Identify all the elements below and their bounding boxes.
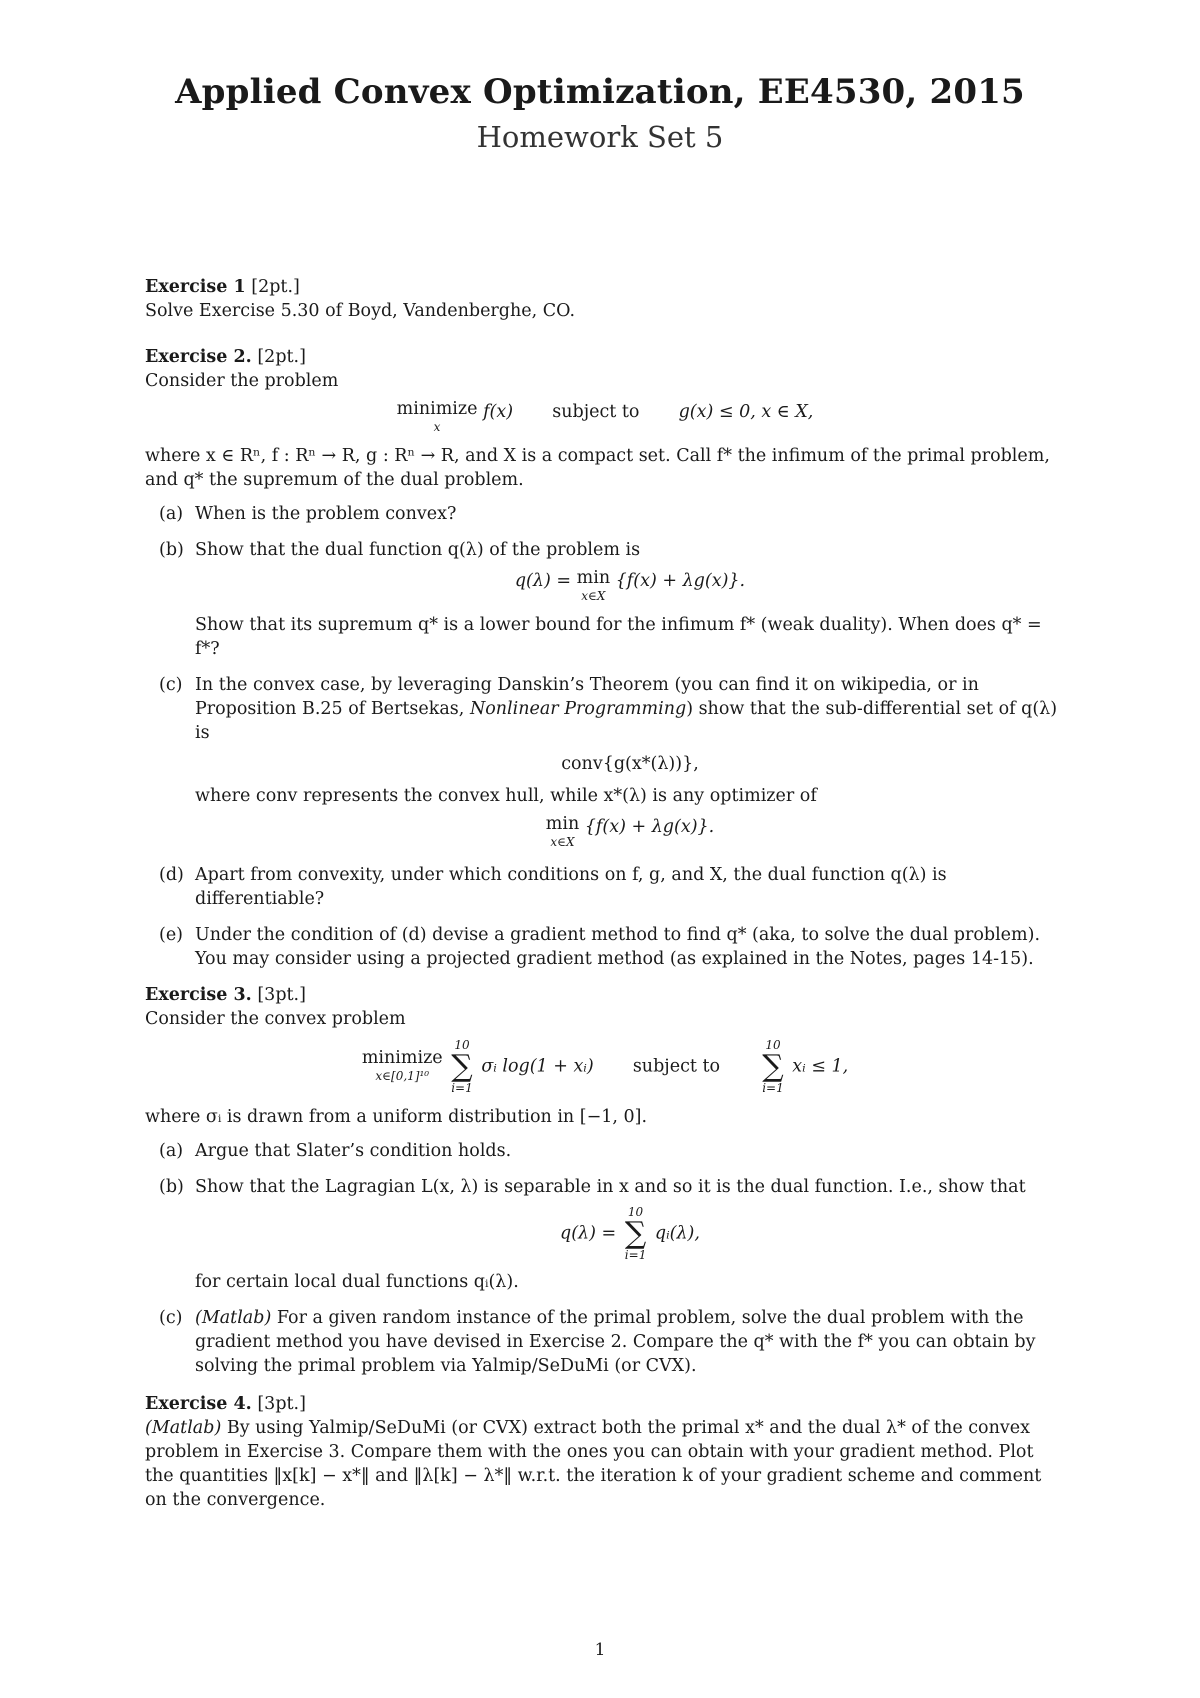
exercise-2-points: [2pt.] [257, 347, 306, 367]
exercise-3-intro: Consider the convex problem [145, 1009, 406, 1029]
exercise-2-intro: Consider the problem [145, 371, 339, 391]
document-subtitle: Homework Set 5 [476, 120, 724, 154]
dual-function-equation: q(λ) = min x∈X {f(x) + λg(x)}. [514, 568, 746, 603]
subdifferential-equation: conv{g(x*(λ))}, [561, 754, 699, 774]
exercise-2-item-e: (e) Under the condition of (d) devise a gradient method to find q* (aka, to solve the dual problem). You may consider using a projected gradient method (as explained in the Notes, pages 14-15). [159, 925, 1041, 969]
exercise-2-items [145, 502, 1065, 971]
page-number: 1 [594, 1640, 606, 1660]
exercise-4-title: Exercise 4. [145, 1394, 252, 1414]
exercise-1-points: [2pt.] [251, 277, 300, 297]
document-title: Applied Convex Optimization, EE4530, 2015 [175, 72, 1025, 112]
exercise-2-item-a: (a) When is the problem convex? [159, 504, 457, 524]
exercise-2-item-b: (b) Show that the dual function q(λ) of the problem is q(λ) = min x∈X {f(x) + λg(x)}. Show that its supremum q* is a lower bound for the infimum f* (weak duality). When does q* = f*? [145, 538, 1065, 661]
exercise-3-item-a: (a) Argue that Slater’s condition holds. [159, 1141, 512, 1161]
exercise-4-points: [3pt.] [257, 1394, 306, 1414]
minimize-operator: minimize x [396, 399, 478, 434]
sum-operator: 10 ∑ i=1 [451, 1038, 473, 1095]
exercise-3-title: Exercise 3. [145, 985, 252, 1005]
exercise-3-problem-equation: minimize x∈[0,1]¹⁰ 10 ∑ i=1 σᵢ log(1 + xᵢ) subject to 10 ∑ i=1 xᵢ ≤ 1, [361, 1038, 849, 1095]
exercise-2-where: where x ∈ Rⁿ, f : Rⁿ → R, g : Rⁿ → R, and X is a compact set. Call f* the infimum of the primal problem, and q* the supremum of the dual problem. [145, 446, 1050, 490]
exercise-2-item-c: (c) In the convex case, by leveraging Danskin’s Theorem (you can find it on wikipedia, or in Proposition B.25 of Bertsekas, Nonlinear Programming) show that the sub-differential set of q(λ) is conv{g(x*(λ))}, where conv represents the convex hull, while x*(λ) is any optimizer of min x∈X {f(x) + λg(x)}. [145, 673, 1065, 851]
exercise-3-where: where σᵢ is drawn from a uniform distribution in [−1, 0]. [145, 1107, 648, 1127]
exercise-2-problem-equation: minimize x f(x) subject to g(x) ≤ 0, x ∈ X, [396, 399, 814, 434]
document-body [145, 275, 1065, 1512]
exercise-2-heading [145, 345, 1065, 369]
exercise-2-item-d: (d) Apart from convexity, under which conditions on f, g, and X, the dual function q(λ) is differentiable? [159, 865, 947, 909]
exercise-3-heading [145, 983, 1065, 1007]
exercise-3-items [145, 1139, 1065, 1378]
separable-dual-equation: q(λ) = 10 ∑ i=1 qᵢ(λ), [560, 1205, 700, 1262]
exercise-3-item-c: (c) (Matlab) For a given random instance of the primal problem, solve the dual problem with the gradient method you have devised in Exercise 2. Compare the q* with the f* you can obtain by solving the primal problem via Yalmip/SeDuMi (or CVX). [159, 1308, 1036, 1376]
exercise-1-title: Exercise 1 [145, 277, 246, 297]
exercise-4-heading [145, 1392, 1065, 1416]
exercise-3-points: [3pt.] [257, 985, 306, 1005]
exercise-4-text: (Matlab) By using Yalmip/SeDuMi (or CVX) extract both the primal x* and the dual λ* of the convex problem in Exercise 3. Compare them with the ones you can obtain with your gradient method. Plot the quantities ‖x[k] − x*‖ and ‖λ[k] − λ*‖ w.r.t. the iteration k of your gradient scheme and comment on the convergence. [145, 1418, 1042, 1510]
exercise-1-heading [145, 275, 1065, 299]
exercise-3-item-b: (b) Show that the Lagragian L(x, λ) is separable in x and so it is the dual function. I.e., show that q(λ) = 10 ∑ i=1 qᵢ(λ), for certain local dual functions qᵢ(λ). [145, 1175, 1065, 1294]
sum-operator: 10 ∑ i=1 [624, 1205, 647, 1262]
optimizer-equation: min x∈X {f(x) + λg(x)}. [545, 814, 715, 849]
exercise-2-title: Exercise 2. [145, 347, 252, 367]
exercise-1-text: Solve Exercise 5.30 of Boyd, Vandenberghe, CO. [145, 301, 576, 321]
sum-operator: 10 ∑ i=1 [762, 1038, 784, 1095]
